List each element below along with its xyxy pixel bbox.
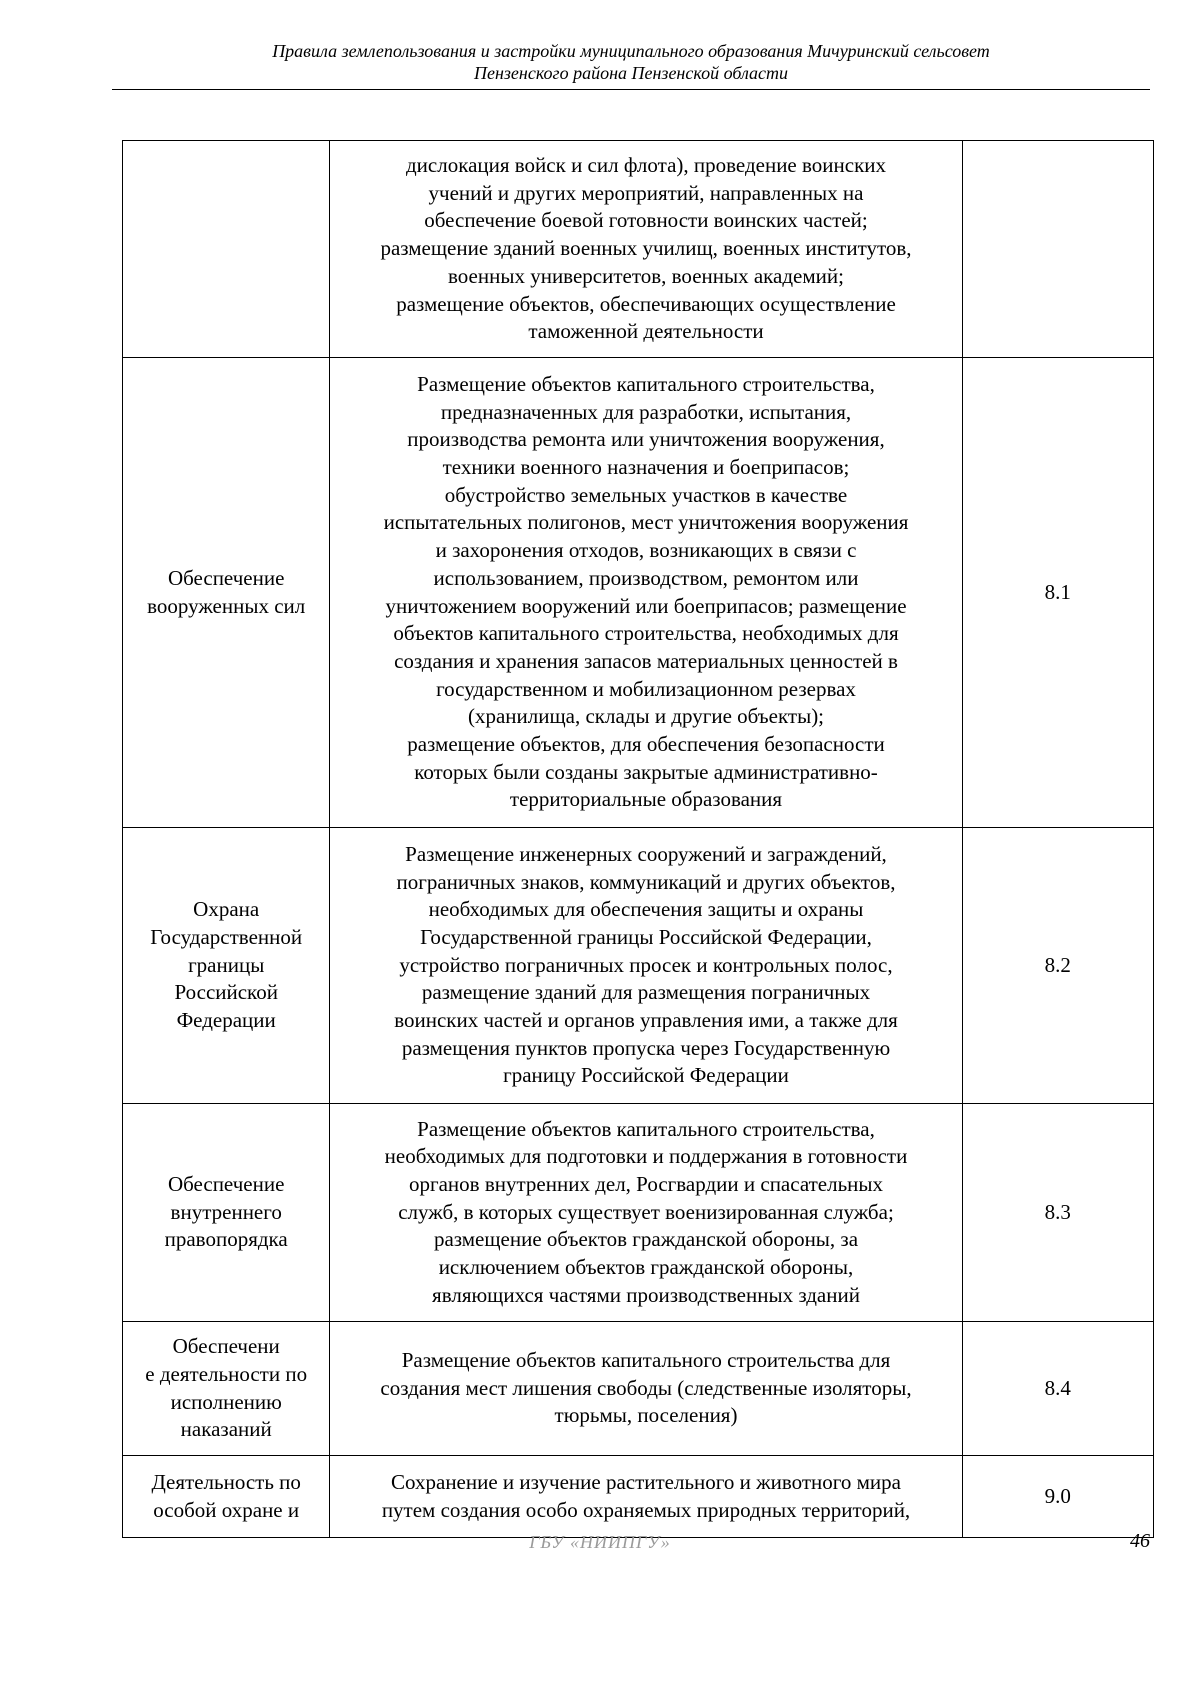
- description-line: размещение зданий военных училищ, военных институтов,: [380, 236, 912, 261]
- use-type-name-line: Российской: [174, 980, 278, 1005]
- description-line: пограничных знаков, коммуникаций и других объектов,: [396, 869, 896, 894]
- description-line: являющихся частями производственных зданий: [432, 1282, 860, 1307]
- use-type-name-cell: [123, 141, 330, 358]
- description-line: Сохранение и изучение растительного и животного мира: [391, 1469, 901, 1494]
- use-type-name-cell: [123, 1322, 330, 1456]
- use-type-name-line: правопорядка: [164, 1227, 288, 1252]
- description-line: техники военного назначения и боеприпасов;: [442, 454, 850, 479]
- description-line: государственном и мобилизационном резервах: [436, 676, 856, 701]
- use-description-cell: [330, 141, 962, 358]
- description-line: воинских частей и органов управления ими, а также для: [394, 1008, 898, 1033]
- use-type-name-line: е деятельности по: [145, 1361, 308, 1386]
- use-type-name-line: Федерации: [176, 1008, 276, 1033]
- description-line: учений и других мероприятий, направленных на: [428, 180, 864, 205]
- use-type-name-line: наказаний: [180, 1417, 272, 1442]
- use-type-name-cell: [123, 358, 330, 828]
- description-line: использованием, производством, ремонтом или: [433, 565, 859, 590]
- use-type-name-cell: [123, 1104, 330, 1322]
- use-type-name-cell: [123, 1456, 330, 1538]
- description-line: исключением объектов гражданской обороны,: [438, 1255, 854, 1280]
- description-line: (хранилища, склады и другие объекты);: [467, 704, 825, 729]
- classifier-code-cell: 8.2: [962, 828, 1153, 1104]
- description-line: необходимых для подготовки и поддержания в готовности: [384, 1144, 908, 1169]
- description-line: Государственной границы Российской Федерации,: [420, 924, 872, 949]
- use-type-name-line: исполнению: [170, 1389, 282, 1414]
- description-line: создания и хранения запасов материальных ценностей в: [394, 648, 898, 673]
- description-line: тюрьмы, поселения): [554, 1403, 738, 1428]
- table-row: [123, 828, 1154, 1104]
- use-type-name-line: Обеспечение: [167, 1171, 285, 1196]
- use-description-cell: [330, 358, 962, 828]
- page-number: 46: [1130, 1530, 1150, 1552]
- description-line: размещение объектов, для обеспечения безопасности: [407, 732, 885, 757]
- table-row: [123, 141, 1154, 358]
- use-type-name-line: Охрана: [193, 897, 260, 922]
- description-line: производства ремонта или уничтожения вооружения,: [407, 427, 885, 452]
- classifier-code-cell: 8.3: [962, 1104, 1153, 1322]
- classifier-code-cell: 8.4: [962, 1322, 1153, 1456]
- classifier-code-cell: 8.1: [962, 358, 1153, 828]
- use-description-cell: [330, 1322, 962, 1456]
- use-description-cell: [330, 1104, 962, 1322]
- table-row: [123, 1456, 1154, 1538]
- description-line: размещение объектов гражданской обороны, за: [433, 1227, 859, 1252]
- description-line: Размещение объектов капитального строительства для: [401, 1347, 891, 1372]
- description-line: устройство пограничных просек и контрольных полос,: [399, 952, 893, 977]
- use-type-name-line: вооруженных сил: [147, 593, 306, 618]
- land-use-table: [122, 140, 1154, 1538]
- header-divider: [112, 89, 1150, 90]
- description-line: уничтожением вооружений или боеприпасов; размещение: [385, 593, 907, 618]
- description-line: органов внутренних дел, Росгвардии и спасательных: [408, 1171, 884, 1196]
- description-line: дислокация войск и сил флота), проведение воинских: [405, 153, 887, 178]
- use-description-cell: [330, 828, 962, 1104]
- description-line: границу Российской Федерации: [503, 1063, 789, 1088]
- table-row: [123, 1322, 1154, 1456]
- use-type-name-line: особой охране и: [153, 1497, 300, 1522]
- description-line: военных университетов, военных академий;: [448, 263, 844, 288]
- description-line: испытательных полигонов, мест уничтожения вооружения: [383, 510, 909, 535]
- use-type-name-line: Государственной: [150, 924, 303, 949]
- description-line: объектов капитального строительства, необходимых для: [393, 621, 899, 646]
- description-line: обустройство земельных участков в качестве: [444, 482, 848, 507]
- use-type-name-line: Обеспечение: [167, 565, 285, 590]
- use-type-name-line: Обеспечени: [172, 1334, 280, 1359]
- classifier-code-cell: [962, 141, 1153, 358]
- description-line: служб, в которых существует военизированная служба;: [398, 1199, 894, 1224]
- use-type-name-line: Деятельность по: [151, 1469, 301, 1494]
- description-line: необходимых для обеспечения защиты и охраны: [428, 897, 864, 922]
- description-line: путем создания особо охраняемых природных территорий,: [381, 1497, 911, 1522]
- header-line-1: Правила землепользования и застройки муниципального образования Мичуринский сельсовет: [272, 41, 990, 61]
- description-line: размещение зданий для размещения пограничных: [421, 980, 871, 1005]
- description-line: предназначенных для разработки, испытания,: [440, 399, 852, 424]
- table-row: [123, 1104, 1154, 1322]
- use-type-name-line: границы: [188, 952, 265, 977]
- description-line: Размещение объектов капитального строительства,: [417, 1116, 875, 1141]
- header-line-2: Пензенского района Пензенской области: [473, 63, 789, 83]
- description-line: создания мест лишения свободы (следственные изоляторы,: [380, 1375, 912, 1400]
- use-type-name-cell: [123, 828, 330, 1104]
- classifier-code-cell: 9.0: [962, 1456, 1153, 1538]
- description-line: размещения пунктов пропуска через Государственную: [401, 1035, 891, 1060]
- description-line: таможенной деятельности: [528, 319, 764, 344]
- description-line: Размещение объектов капитального строительства,: [417, 371, 875, 396]
- table-row: [123, 358, 1154, 828]
- footer-organization: ГБУ «НИИПГУ»: [529, 1532, 671, 1552]
- description-line: территориальные образования: [509, 787, 783, 812]
- use-description-cell: [330, 1456, 962, 1538]
- description-line: обеспечение боевой готовности воинских частей;: [424, 208, 868, 233]
- description-line: которых были созданы закрытые административно-: [414, 759, 878, 784]
- description-line: Размещение инженерных сооружений и заграждений,: [405, 841, 887, 866]
- description-line: размещение объектов, обеспечивающих осуществление: [396, 291, 896, 316]
- use-type-name-line: внутреннего: [170, 1199, 282, 1224]
- page-header: [112, 40, 1150, 84]
- description-line: и захоронения отходов, возникающих в связи с: [435, 538, 857, 563]
